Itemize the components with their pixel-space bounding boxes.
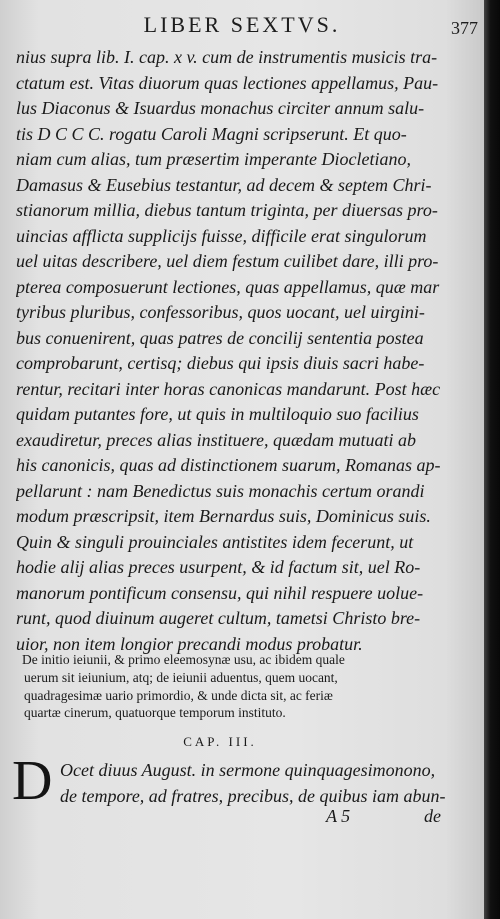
text-line: ctatum est. Vitas diuorum quas lectiones appellamus, Pau- (16, 72, 439, 93)
text-line: uincias afflicta supplicijs fuisse, difficile erat singulorum (16, 225, 427, 246)
page-header (0, 12, 484, 42)
text-line: manorum pontificum consensu, qui nihil respuere uolue- (16, 582, 424, 603)
text-line: runt, quod diuinum augeret cultum, tametsi Christo bre- (16, 608, 421, 628)
chapter-line: Ocet diuus August. in sermone quinquagesimonono, (60, 760, 436, 780)
chapter-summary (22, 651, 474, 722)
text-line: exaudiretur, preces alias instituere, quædam mutuati ab (16, 429, 416, 450)
text-line: niam cum alias, tum præsertim imperante Diocletiano, (16, 149, 411, 169)
text-line: lus Diaconus & Isuardus monachus circiter annum salu- (16, 98, 425, 118)
text-line: nius supra lib. I. cap. x v. cum de instrumentis musicis tra- (16, 47, 438, 67)
text-line: tyribus pluribus, confessoribus, quos uocant, uel uirgini- (16, 302, 425, 322)
text-line: stianorum millia, diebus tantum triginta, per diuersas pro- (16, 200, 438, 220)
text-line: Quin & singuli prouinciales antistites idem fecerunt, ut (16, 531, 414, 552)
text-line: hodie alij alias preces usurpent, & id factum sit, uel Ro- (16, 557, 421, 577)
chapter-opening (60, 757, 472, 809)
text-line: uel uitas describere, uel diem festum cuilibet dare, illi pro- (16, 251, 439, 271)
text-line: Damasus & Eusebius testantur, ad decem & septem Chri- (16, 174, 432, 195)
text-line: his canonicis, quas ad distinctionem suarum, Romanas ap- (16, 455, 441, 475)
catchword: de (424, 806, 441, 826)
chapter-heading: CAP. III. (183, 734, 257, 749)
text-line: pellarunt : nam Benedictus suis monachis certum orandi (16, 480, 425, 501)
text-line: comprobarunt, certisq; diebus qui ipsis diuis sacri habe- (16, 353, 425, 373)
text-line: rentur, recitari inter horas canonicas mandarunt. Post hæc (16, 378, 441, 399)
text-line: modum præscripsit, item Bernardus suis, Dominicus suis. (16, 506, 431, 526)
drop-cap: D (12, 750, 53, 812)
text-line: tis D C C C. rogatu Caroli Magni scripserunt. Et quo- (16, 123, 407, 144)
page-edge-shadow (484, 0, 500, 919)
page-number: 377 (451, 18, 478, 38)
text-line: pterea composuerunt lectiones, quas appellamus, quæ mar (16, 276, 440, 297)
summary-line: quartæ cinerum, quatuorque temporum instituto. (24, 705, 286, 721)
summary-line: uerum sit ieiunium, atq; de ieiunii aduentus, quem uocant, (24, 669, 338, 685)
text-line: uior, non item longior precandi modus probatur. (16, 633, 363, 654)
text-line: quidam putantes fore, ut quis in multiloquio suo facilius (16, 404, 419, 424)
running-head: LIBER SEXTVS. (143, 12, 341, 37)
signature-mark: A 5 (326, 806, 351, 826)
main-text (16, 45, 472, 657)
summary-line: quadragesimæ uario primordio, & unde dicta sit, ac feriæ (24, 687, 333, 703)
chapter-line: de tempore, ad fratres, precibus, de quibus iam abun- (60, 786, 446, 806)
summary-line: De initio ieiunii, & primo eleemosynæ usu, ac ibidem quale (22, 652, 345, 667)
text-line: bus conuenirent, quas patres de concilij sententia postea (16, 327, 424, 348)
